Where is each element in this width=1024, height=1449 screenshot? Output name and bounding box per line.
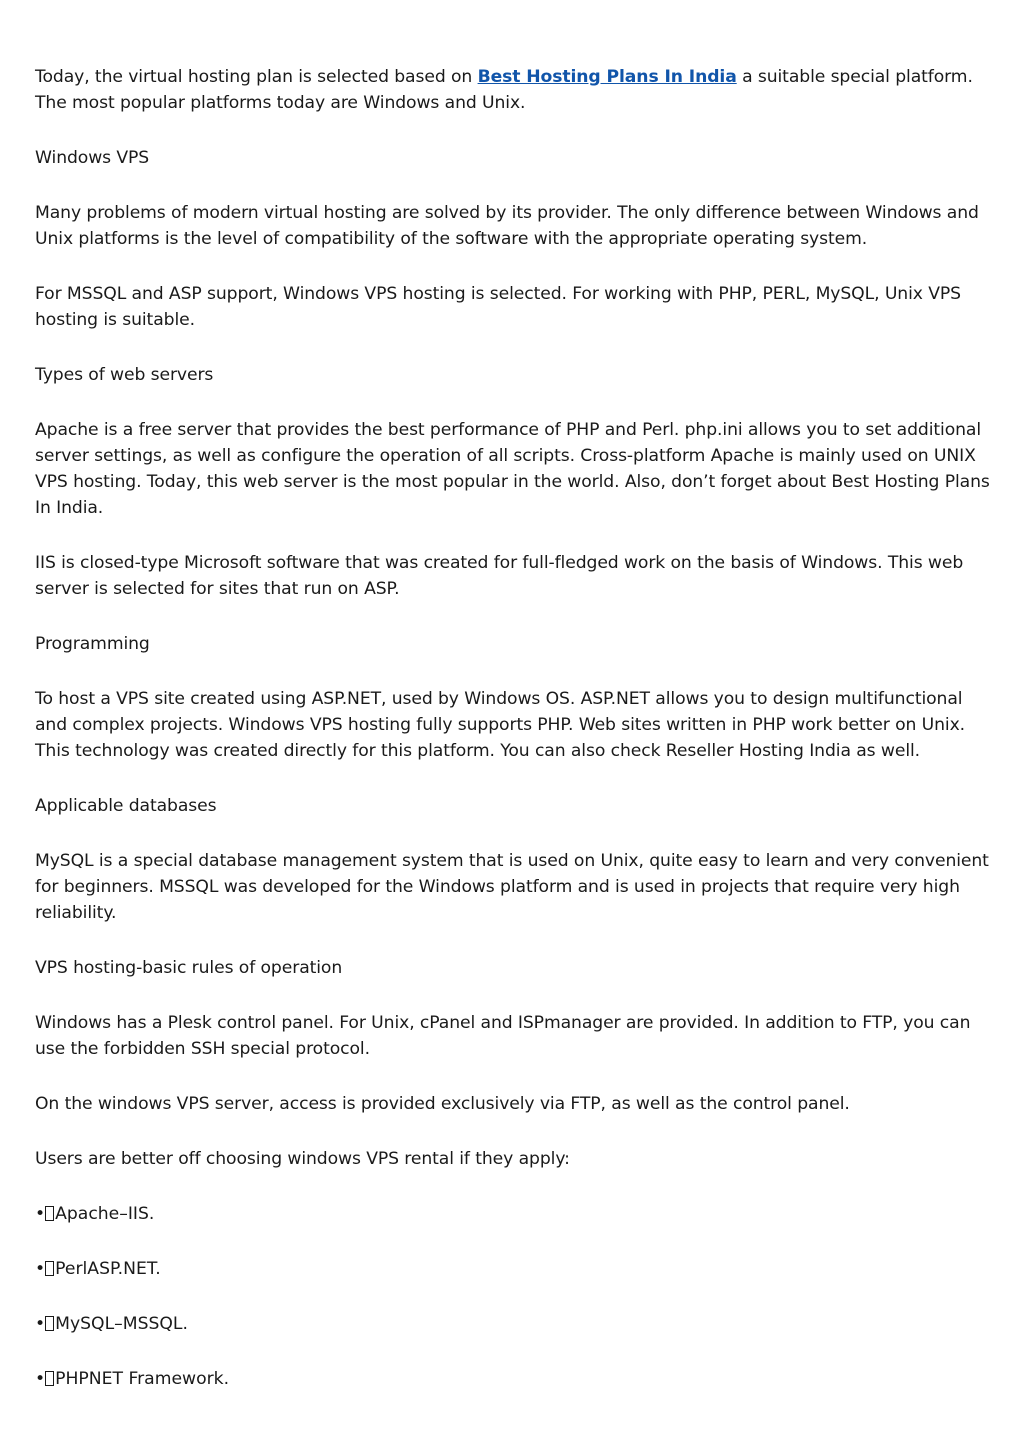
heading-vps-rules: VPS hosting-basic rules of operation [35, 958, 343, 978]
list-item-text: PHPNET Framework. [55, 1369, 230, 1389]
list-item [35, 1311, 995, 1337]
missing-glyph-icon [45, 1371, 54, 1386]
paragraph-apache: Apache is a free server that provides the best performance of PHP and Perl. php.ini allows you to set additional server settings, as well as configure the operation of all scripts. Cross-platform Apache is mainly used on UNIX VPS hosting. Today, this web server is the most popular in the world. Also, don’t forget about Best Hosting Plans In India. [35, 420, 990, 518]
paragraph-iis: IIS is closed-type Microsoft software that was created for full-fledged work on the basis of Windows. This web server is selected for sites that run on ASP. [35, 553, 964, 599]
bullet-icon: • [35, 1204, 46, 1224]
list-item-text: Apache–IIS. [55, 1204, 155, 1224]
list-item [35, 1256, 995, 1282]
list-item [35, 1366, 995, 1392]
list-item-text: PerlASP.NET. [55, 1259, 161, 1279]
missing-glyph-icon [45, 1316, 54, 1331]
heading-applicable-databases: Applicable databases [35, 796, 217, 816]
missing-glyph-icon [45, 1261, 54, 1276]
heading-windows-vps: Windows VPS [35, 148, 150, 168]
intro-text-before-link: Today, the virtual hosting plan is selected based on [35, 67, 478, 87]
bullet-icon: • [35, 1369, 46, 1389]
bullet-icon: • [35, 1314, 46, 1334]
best-hosting-plans-link[interactable]: Best Hosting Plans In India [477, 67, 737, 87]
heading-types-of-web-servers: Types of web servers [35, 365, 214, 385]
bullet-icon: • [35, 1259, 46, 1279]
paragraph-virtual-hosting-problems: Many problems of modern virtual hosting are solved by its provider. The only difference between Windows and Unix platforms is the level of compatibility of the software with the appropriate operating system. [35, 203, 979, 249]
missing-glyph-icon [45, 1206, 54, 1221]
paragraph-mssql-asp-support: For MSSQL and ASP support, Windows VPS hosting is selected. For working with PHP, PERL, MySQL, Unix VPS hosting is suitable. [35, 284, 961, 330]
paragraph-mysql: MySQL is a special database management system that is used on Unix, quite easy to learn and very convenient for beginners. MSSQL was developed for the Windows platform and is used in projects that require very high reliability. [35, 851, 989, 923]
paragraph-ftp-access: On the windows VPS server, access is provided exclusively via FTP, as well as the control panel. [35, 1094, 850, 1114]
document-page [35, 64, 995, 1421]
list-item [35, 1201, 995, 1227]
heading-programming: Programming [35, 634, 150, 654]
intro-text-after-link: a suitable special platform. The most popular platforms today are Windows and Unix. [35, 67, 973, 113]
intro-paragraph [35, 64, 995, 116]
paragraph-plesk: Windows has a Plesk control panel. For Unix, cPanel and ISPmanager are provided. In addition to FTP, you can use the forbidden SSH special protocol. [35, 1013, 971, 1059]
paragraph-asp-net: To host a VPS site created using ASP.NET, used by Windows OS. ASP.NET allows you to design multifunctional and complex projects. Windows VPS hosting fully supports PHP. Web sites written in PHP work better on Unix. This technology was created directly for this platform. You can also check Reseller Hosting India as well. [35, 689, 966, 761]
paragraph-users-choose: Users are better off choosing windows VPS rental if they apply: [35, 1149, 570, 1169]
list-item-text: MySQL–MSSQL. [55, 1314, 188, 1334]
